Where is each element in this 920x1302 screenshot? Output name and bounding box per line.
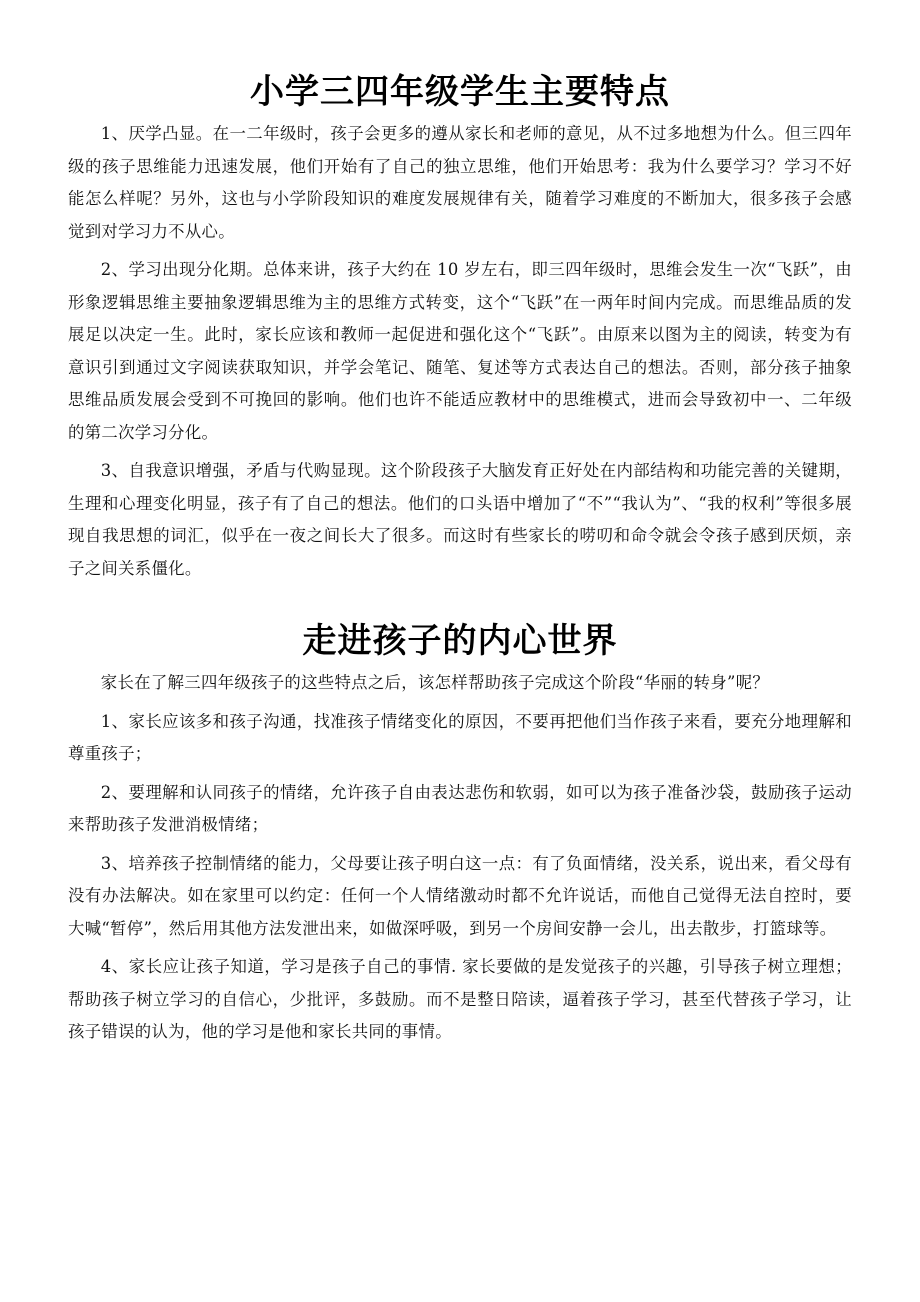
paragraph-communicate: 1、家长应该多和孩子沟通，找准孩子情绪变化的原因，不要再把他们当作孩子来看，要充分地理解和尊重孩子； xyxy=(68,711,852,763)
paragraph-emotions: 2、要理解和认同孩子的情绪，允许孩子自由表达悲伤和软弱，如可以为孩子准备沙袋，鼓励孩子运动来帮助孩子发泄消极情绪； xyxy=(68,782,852,834)
section-title-inner-world: 走进孩子的内心世界 xyxy=(302,621,618,661)
section-body-inner-world xyxy=(68,667,852,1049)
paragraph-weariness: 1、厌学凸显。在一二年级时，孩子会更多的遵从家长和老师的意见，从不过多地想为什么。但三四年级的孩子思维能力迅速发展，他们开始有了自己的独立思维，他们开始思考：我为什么要学习？学习不好能怎么样呢？另外，这也与小学阶段知识的难度发展规律有关，随着学习难度的不断加大，很多孩子会感觉到对学习力不从心。 xyxy=(68,124,852,241)
paragraph-learning-ownership: 4、家长应让孩子知道，学习是孩子自己的事情. 家长要做的是发觉孩子的兴趣，引导孩子树立理想；帮助孩子树立学习的自信心，少批评，多鼓励。而不是整日陪读，逼着孩子学习，甚至代替孩子学习，让孩子错误的认为，他的学习是他和家长共同的事情。 xyxy=(68,957,852,1041)
paragraph-intro: 家长在了解三四年级孩子的这些特点之后，该怎样帮助孩子完成这个阶段“华丽的转身”呢？ xyxy=(100,673,770,692)
paragraph-self-awareness: 3、自我意识增强，矛盾与代购显现。这个阶段孩子大脑发育正好处在内部结构和功能完善的关键期，生理和心理变化明显，孩子有了自己的想法。他们的口头语中增加了“不”“我认为”、“我的权利”等很多展现自我思想的词汇，似乎在一夜之间长大了很多。而这时有些家长的唠叨和命令就会令孩子感到厌烦，亲子之间关系僵化。 xyxy=(68,461,852,578)
section-body-characteristics xyxy=(68,118,852,585)
section-title-characteristics: 小学三四年级学生主要特点 xyxy=(250,72,670,112)
paragraph-emotion-control: 3、培养孩子控制情绪的能力，父母要让孩子明白这一点：有了负面情绪，没关系，说出来，看父母有没有办法解决。如在家里可以约定：任何一个人情绪激动时都不允许说话，而他自己觉得无法自控时，要大喊“暂停”，然后用其他方法发泄出来，如做深呼吸，到另一个房间安静一会儿，出去散步，打篮球等。 xyxy=(68,853,852,938)
paragraph-differentiation: 2、学习出现分化期。总体来讲，孩子大约在 10 岁左右，即三四年级时，思维会发生一次“飞跃”，由形象逻辑思维主要抽象逻辑思维为主的思维方式转变，这个“飞跃”在一两年时间内完成。而思维品质的发展足以决定一生。此时，家长应该和教师一起促进和强化这个“飞跃”。由原来以图为主的阅读，转变为有意识引到通过文字阅读获取知识，并学会笔记、随笔、复述等方式表达自己的想法。否则，部分孩子抽象思维品质发展会受到不可挽回的影响。他们也许不能适应教材中的思维模式，进而会导致初中一、二年级的第二次学习分化。 xyxy=(68,260,852,442)
document-page xyxy=(68,66,852,1055)
